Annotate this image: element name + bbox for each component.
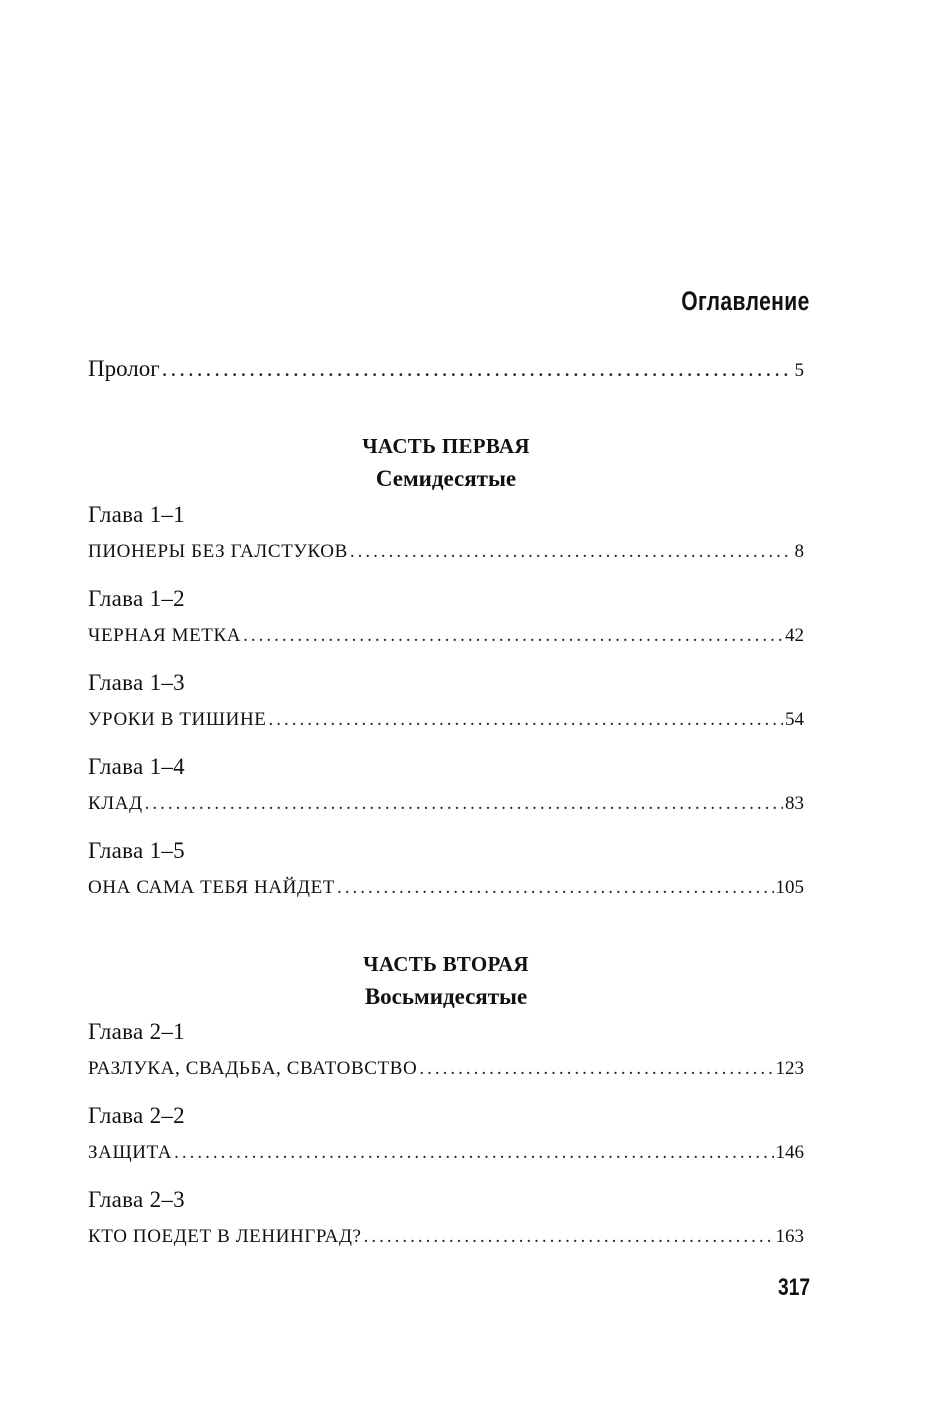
- toc-entry[interactable]: [88, 625, 804, 647]
- toc-entry[interactable]: [88, 1058, 804, 1080]
- entry-title: ОНА САМА ТЕБЯ НАЙДЕТ: [88, 877, 335, 898]
- entry-page: 42: [785, 625, 804, 646]
- entry-title: Пролог: [88, 356, 160, 381]
- entry-title: УРОКИ В ТИШИНЕ: [88, 709, 267, 730]
- dot-leader: [268, 709, 783, 731]
- toc-entry-prologue[interactable]: [88, 356, 804, 382]
- entry-page: 8: [794, 541, 804, 562]
- toc-entry[interactable]: [88, 793, 804, 815]
- dot-leader: [419, 1058, 773, 1080]
- entry-title: ЗАЩИТА: [88, 1142, 173, 1163]
- chapter-number: Глава 1–2: [88, 586, 185, 611]
- dot-leader: [174, 1142, 773, 1164]
- toc-heading: Оглавление: [681, 286, 810, 316]
- entry-page: 54: [785, 709, 804, 730]
- toc-entry[interactable]: [88, 1226, 804, 1248]
- part-subtitle: Восьмидесятые: [364, 984, 528, 1009]
- entry-title: РАЗЛУКА, СВАДЬБА, СВАТОВСТВО: [88, 1058, 418, 1079]
- toc-entry[interactable]: [88, 877, 804, 899]
- entry-title: ПИОНЕРЫ БЕЗ ГАЛСТУКОВ: [88, 541, 348, 562]
- entry-page: 105: [775, 877, 804, 898]
- toc-entry[interactable]: [88, 541, 804, 563]
- dot-leader: [350, 541, 793, 563]
- chapter-number: Глава 1–1: [88, 502, 185, 527]
- entry-title: КЛАД: [88, 793, 143, 814]
- part-title: ЧАСТЬ ПЕРВАЯ: [362, 434, 530, 458]
- toc-entry[interactable]: [88, 1142, 804, 1164]
- dot-leader: [364, 1226, 774, 1248]
- dot-leader: [145, 793, 783, 815]
- dot-leader: [162, 356, 793, 382]
- chapter-number: Глава 2–3: [88, 1187, 185, 1212]
- chapter-number: Глава 2–2: [88, 1103, 185, 1128]
- part-subtitle: Семидесятые: [375, 466, 517, 491]
- chapter-number: Глава 1–4: [88, 754, 185, 779]
- toc-entry[interactable]: [88, 709, 804, 731]
- dot-leader: [243, 625, 783, 647]
- entry-page: 146: [775, 1142, 804, 1163]
- entry-page: 123: [775, 1058, 804, 1079]
- chapter-number: Глава 1–3: [88, 670, 185, 695]
- entry-page: 83: [785, 793, 804, 814]
- chapter-number: Глава 2–1: [88, 1019, 185, 1044]
- part-title: ЧАСТЬ ВТОРАЯ: [363, 952, 529, 976]
- entry-title: ЧЕРНАЯ МЕТКА: [88, 625, 242, 646]
- entry-title: КТО ПОЕДЕТ В ЛЕНИНГРАД?: [88, 1226, 362, 1247]
- dot-leader: [337, 877, 774, 899]
- chapter-number: Глава 1–5: [88, 838, 185, 863]
- page-number: 317: [777, 1274, 810, 1301]
- entry-page: 5: [794, 360, 804, 381]
- entry-page: 163: [775, 1226, 804, 1247]
